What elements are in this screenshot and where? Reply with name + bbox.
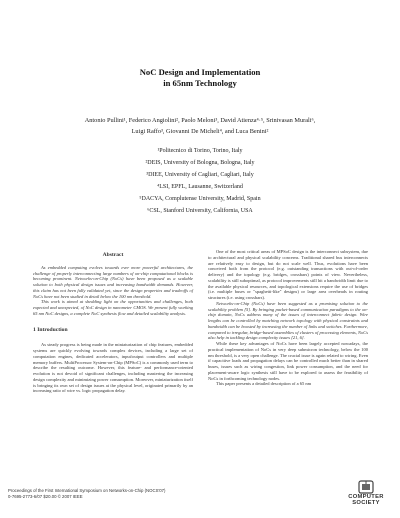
body-paragraph-4: This paper presents a detailed description of a 65 nm — [216, 381, 312, 387]
title-line-2: in 65nm Technology — [163, 78, 237, 88]
section-heading-introduction: 1 Introduction — [33, 326, 68, 333]
body-paragraph-1: One of the most critical areas of MPSoC design is the interconnect subsystem, due to architectural and physical scalability concerns. Traditional shared bus interconnects are relatively easy to design, but do not scale well. Thus, evolutions have been conceived both from the protocol (e.g. outstanding transactions with out-of-order delivery) and the topology (e.g. bridges, crossbars) points of view. Nevertheless, scalability is still suboptimal, as protocol improvements still hit a bandwidth limit due to the available physical resources, and topological extensions require the use of bridges (i.e. multiple buses or "spaghetti-like" designs) or large area overheads in routing structures (i.e. using crossbars). — [208, 249, 368, 300]
abstract-paragraph-2: This work is aimed at shedding light on the opportunities and challenges, both expected and unexpected, of NoC design in nanometer CMOS. We present fully working 65 nm NoC designs, a complete NoC synthesis flow and detailed scalability analysis. — [33, 299, 193, 316]
paper-title — [0, 67, 400, 89]
affiliation-6: ⁶CSL, Stanford University, California, USA — [147, 208, 253, 214]
affiliation-list — [0, 145, 400, 217]
abstract-paragraph-1: As embedded computing evolves towards ever more powerful architectures, the challenge of properly interconnecting large numbers of on-chip computational blocks is becoming prominent. Networks-on-Chip (NoCs) have been proposed as a scalable solution to both physical design issues and increasing bandwidth demands. However, this claim has not been fully validated yet, since the design properties and tradeoffs of NoCs have not been studied in detail below the 100 nm threshold. — [33, 264, 193, 299]
title-line-1: NoC Design and Implementation — [139, 67, 261, 77]
affiliation-3: ³DIEE, University of Cagliari, Cagliari, Italy — [146, 172, 254, 178]
ieee-computer-society-logo-icon — [358, 480, 374, 494]
body-paragraph-2: Networks-on-Chip (NoCs) have been suggested as a promising solution to the scalability problem [5]. By bringing packet-based communication paradigms to the on-chip domain, NoCs address many of the issues of interconnect fabric design. Wire lengths can be controlled by matching network topology with physical constraints and bandwidth can be boosted by increasing the number of links and switches. Furthermore, compared to irregular, bridge-based assemblies of clusters of processing elements, NoCs also help in tackling design complexity issues [21, 6]. — [208, 300, 368, 341]
footer-line-1: Proceedings of the First International Symposium on Networks-on-Chip (NOCS'07) — [8, 488, 166, 493]
affiliation-2: ²DEIS, University of Bologna, Bologna, Italy — [145, 160, 255, 166]
introduction-paragraph-1: As steady progress is being made in the miniaturization of chip features, embedded systems are quickly evolving towards complex devices, including a large set of computation engines, dedicated accelerators, input/output controllers and multiple memory buffers. MultiProcessor System-on-Chip (MPSoC) is a commonly used term to describe the resulting outcome. However, this feature- and performance-oriented evolution is not devoid of significant challenges, including mastering the increasing design complexity and minimizing power consumption. Moreover, miniaturization itself is bringing its own set of design issues at the physical level, originated primarily by an increasing ratio of wire vs. logic propagation delay. — [33, 342, 193, 394]
left-column — [33, 253, 193, 394]
logo-line-2: SOCIETY — [352, 500, 380, 506]
proceedings-footer — [8, 488, 308, 500]
body-paragraph-3: While these key advantages of NoCs have been largely accepted nowadays, the practical implementation of NoCs in very deep submicron technology, below the 100 nm threshold, is a very open challenge. The crucial issue is again related to wiring. Even if capacitive loads and propagation delays can be controlled much better than in shared buses, issues such as wiring congestion, link power consumption, and the need for placement-aware logic synthesis still have to be explored to assess the feasibility of NoCs in forthcoming technology nodes. — [208, 341, 368, 381]
affiliation-4: ⁴LSI, EPFL, Lausanne, Switzerland — [157, 184, 243, 190]
author-line-1: Antonio Pullini¹, Federico Angiolini², Paolo Meloni³, David Atienza⁴·⁵, Srinivasan Murali⁶, — [84, 117, 316, 124]
author-list — [30, 115, 370, 137]
footer-line-2: 0-7695-2773-6/07 $20.00 © 2007 IEEE — [8, 493, 83, 499]
affiliation-1: ¹Politecnico di Torino, Torino, Italy — [157, 148, 243, 154]
logo-line-1: COMPUTER — [348, 494, 384, 500]
author-line-2: Luigi Raffo³, Giovanni De Micheli⁴, and Luca Benini² — [131, 128, 269, 135]
abstract-heading: Abstract — [102, 252, 124, 258]
computer-society-logo — [337, 480, 395, 514]
affiliation-5: ⁵DACYA, Complutense University, Madrid, Spain — [139, 196, 261, 202]
right-column — [208, 249, 368, 387]
